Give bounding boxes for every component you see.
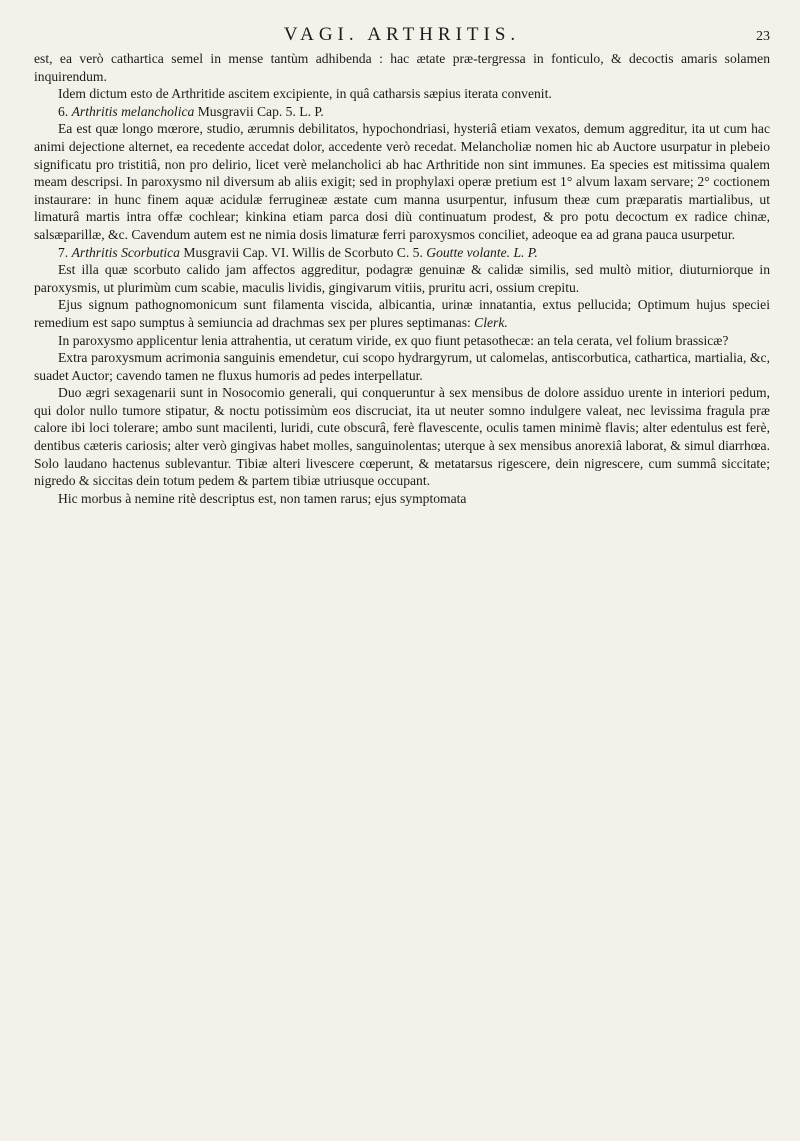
paragraph [34,384,770,490]
text-run: 7. [58,244,72,260]
text-run: Ea est quæ longo mœrore, studio, ærumnis debilitatos, hypochondriasi, hysteriâ etiam vexatos, demum aggreditur, ita ut cum hac animi dejectione alternet, ea recedente accedat dolor, accedente verò recedat. Melancholiæ nomen hic ab Auctore usurpatur in plebeio significatu pro tristitiâ, non pro delirio, licet verè melancholici ab hac Arthritide non sint immunes. Ea species est mitissima qualem meam descripsi. In paroxysmo nil diversum ab aliis exigit; sed in prophylaxi operæ pretium est 1° alvum laxam servare; 2° coctionem instaurare: in hunc finem aquæ acidulæ ferrugineæ æstate cum manna usurpentur, infusum theæ cum præparatis martialibus, ut limaturâ martis intra offæ cochlear; kinkina etiam parca dosi diù continuatum prodest, & pro potu decoctum ex radice chinæ, salsæparillæ, &c. Cavendum autem est ne nimia dosis limaturæ ferri paroxysmos conciliet, adeoque ea ad grana pauca usurpetur. [34,121,770,242]
text-run: Hic morbus à nemine ritè descriptus est, non tamen rarus; ejus symptomata [58,490,467,506]
italic-text: Arthritis melancholica [71,103,195,119]
text-run: Ejus signum pathognomonicum sunt filamenta viscida, albicantia, urinæ innatantia, extus pellucida; Optimum hujus speciei remedium est sapo sumptus à semiuncia ad drachmas sex per plures septimanas: [34,297,770,330]
italic-text: Arthritis Scorbutica [71,244,180,260]
text-run: 6. [58,103,72,119]
paragraph [34,120,770,243]
text-run: Musgravii Cap. VI. Willis de Scorbuto C. 5. [179,244,427,260]
page-body [34,50,770,507]
text-run: In paroxysmo applicentur lenia attrahentia, ut ceratum viride, ex quo fiunt petasothecæ: an tela cerata, vel folium brassicæ? [58,332,729,348]
paragraph [34,85,770,103]
running-head: VAGI. ARTHRITIS. [283,24,521,45]
paragraph [34,261,770,296]
paragraph [34,349,770,384]
text-run: Est illa quæ scorbuto calido jam affectos aggreditur, podagræ genuinæ & calidæ similis, sed multò mitior, diuturniorque in paroxysmis, ut plurimùm cum scabie, maculis lividis, gingivarum vitiis, pruritu acri, ossium crepitu. [34,262,770,295]
paragraph [34,332,770,350]
text-run: est, ea verò cathartica semel in mense tantùm adhibenda : hac ætate præ-tergressa in fonticulo, & decoctis amaris solamen inquirendum. [34,51,770,84]
text-run: Musgravii Cap. 5. L. P. [194,103,324,119]
paragraph [34,50,770,85]
text-run: Duo ægri sexagenarii sunt in Nosocomio generali, qui conqueruntur à sex mensibus de dolore assiduo urente in interiori pedum, qui dolor nullo tumore stipatur, & noctu potissimùm eos discruciat, ita ut neuter somno indulgere valeat, nec levissima fragula præ calore ibi loci tolerare; ambo sunt macilenti, luridi, cute obscurâ, ferè flavescente, oculis tamen minimè flavis; alter edentulus est ferè, dentibus cæteris cariosis; alter verò gingivas habet molles, sanguinolentas; uterque à sex mensibus anorexiâ laborat, & simul diarrhœa. Solo laudano hactenus sublevantur. Tibiæ alteri livescere cœperunt, & metatarsus rigescere, dein nigrescere, cum summâ siccitate; nigredo & siccitas dein totum pedem & partem tibiæ utriusque occupant. [34,385,770,489]
page-number: 23 [756,29,770,44]
paragraph [34,296,770,331]
italic-text: Clerk. [474,314,508,330]
text-run: Idem dictum esto de Arthritide ascitem excipiente, in quâ catharsis sæpius iterata convenit. [58,86,552,102]
page-header [34,20,770,50]
text-run: Extra paroxysmum acrimonia sanguinis emendetur, cui scopo hydrargyrum, ut calomelas, antiscorbutica, cathartica, martialia, &c, suadet Auctor; cavendo tamen ne fluxus humoris ad pedes interpellatur. [34,350,770,383]
section-heading [34,244,770,262]
italic-text: Goutte volante. L. P. [426,244,538,260]
section-heading [34,103,770,121]
paragraph [34,490,770,508]
